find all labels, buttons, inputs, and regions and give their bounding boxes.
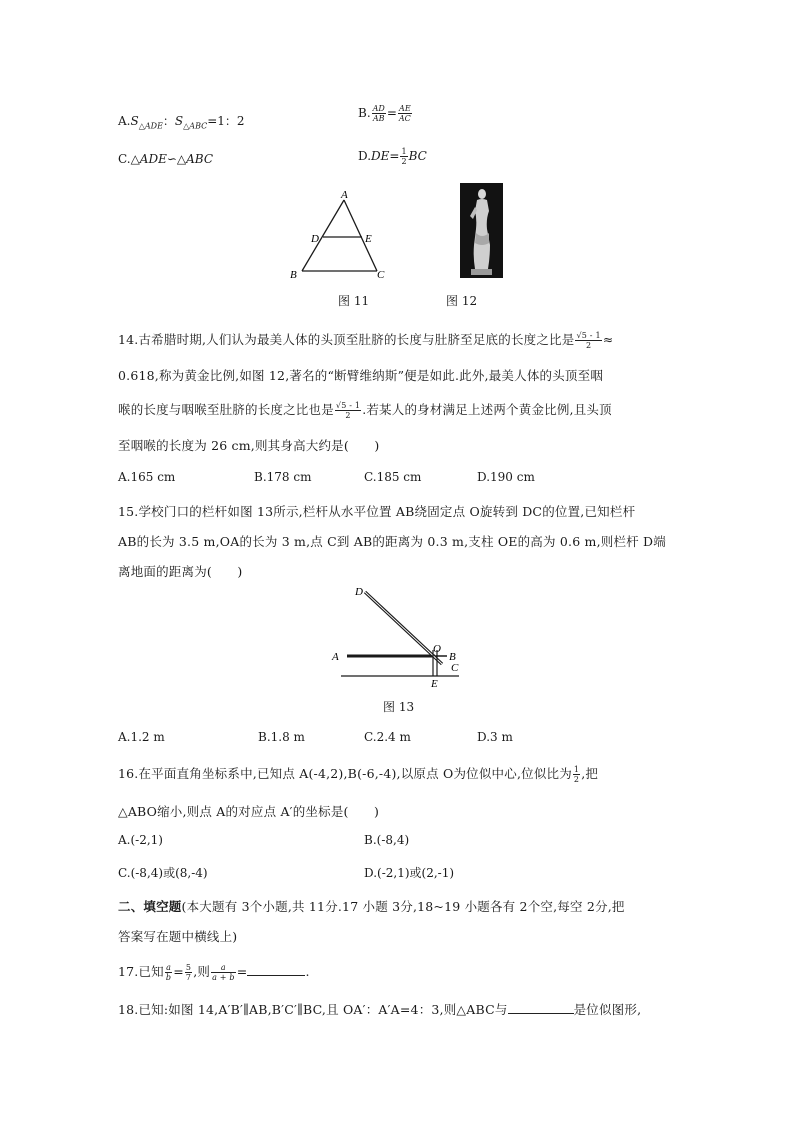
answer-blank[interactable] bbox=[247, 963, 305, 976]
label-b: B bbox=[449, 651, 456, 663]
figure-13-caption: 图 13 bbox=[383, 700, 415, 714]
figure-13-barrier bbox=[325, 584, 470, 689]
figure-11-triangle bbox=[280, 186, 400, 286]
q13-option-b: B. $\frac{AD}{AB}$ = $\frac{AE}{AC}$ bbox=[358, 104, 411, 123]
section-2-heading-line-2: 答案写在题中横线上) bbox=[118, 929, 238, 944]
label-b: B bbox=[290, 269, 297, 281]
q13-option-d: D.DE= $\frac{1}{2}$ BC bbox=[358, 147, 427, 166]
q13-option-a: $A.S_{\triangle ADE}$：$S_{\triangle ABC}=1$：2 bbox=[118, 114, 245, 131]
label-d: D bbox=[311, 233, 319, 245]
section-2-heading: 二、填空题(本大题有 3个小题,共 11分.17 小题 3分,18~19 小题各有 2个空,每空 2分,把 bbox=[118, 899, 625, 914]
q15-line-2: AB的长为 3.5 m,OA的长为 3 m,点 C到 AB的距离为 0.3 m,支柱 OE的高为 0.6 m,则栏杆 D端 bbox=[118, 534, 666, 549]
q16-option-d: D.(-2,1)或(2,-1) bbox=[364, 866, 455, 880]
side-ab bbox=[302, 200, 344, 271]
q14-line-2: 0.618,称为黄金比例,如图 12,著名的“断臂维纳斯”便是如此.此外,最美人体的头顶至咽 bbox=[118, 368, 604, 383]
label-e: E bbox=[365, 233, 372, 245]
label-a: A bbox=[332, 651, 339, 663]
q14-line-1: 14.古希腊时期,人们认为最美人体的头顶至肚脐的长度与肚脐至足底的长度之比是 $\frac{√5 - 1}{2}$ ≈ bbox=[118, 331, 614, 350]
q14-option-a: A.165 cm bbox=[118, 470, 176, 484]
q14-line-3: 喉的长度与咽喉至肚脐的长度之比也是 $\frac{√5 - 1}{2}$ .若某人的身材满足上述两个黄金比例,且头顶 bbox=[118, 401, 612, 420]
q17-line: 17.已知 $\frac{a}{b}$ = $\frac{5}{7}$ ,则 $\frac{a}{a + b}$ = . bbox=[118, 963, 310, 982]
q14-option-b: B.178 cm bbox=[254, 470, 312, 484]
label-d: D bbox=[355, 586, 363, 598]
figure-12-caption: 图 12 bbox=[446, 294, 478, 308]
q16-option-b: B.(-8,4) bbox=[364, 833, 410, 847]
q16-option-c: C.(-8,4)或(8,-4) bbox=[118, 866, 208, 880]
q13-option-c: C.△ADE∽△ABC bbox=[118, 152, 214, 166]
q15-option-b: B.1.8 m bbox=[258, 730, 305, 744]
q16-line-1: 16.在平面直角坐标系中,已知点 A(-4,2),B(-6,-4),以原点 O为位似中心,位似比为 $\frac{1}{2}$ ,把 bbox=[118, 765, 599, 784]
label-a: A bbox=[341, 189, 348, 201]
fraction: $\frac{AD}{AB}$ bbox=[372, 104, 385, 123]
q14-option-c: C.185 cm bbox=[364, 470, 422, 484]
fraction: $\frac{5}{7}$ bbox=[185, 963, 192, 982]
fraction: $\frac{1}{2}$ bbox=[401, 147, 407, 166]
q16-line-2: △ABO缩小,则点 A的对应点 A′的坐标是( ) bbox=[118, 804, 380, 819]
label-e: E bbox=[431, 678, 438, 689]
fraction: $\frac{a}{a + b}$ bbox=[212, 963, 235, 982]
side-ac bbox=[344, 200, 377, 271]
venus-statue-image bbox=[460, 183, 503, 278]
label-c: C bbox=[377, 269, 385, 281]
golden-ratio-fraction: $\frac{√5 - 1}{2}$ bbox=[335, 401, 361, 420]
label-o: O bbox=[433, 643, 441, 655]
q14-option-d: D.190 cm bbox=[477, 470, 535, 484]
label-c: C bbox=[451, 662, 459, 674]
q15-option-a: A.1.2 m bbox=[118, 730, 165, 744]
q15-line-3: 离地面的距离为( ) bbox=[118, 564, 243, 579]
q15-option-c: C.2.4 m bbox=[364, 730, 411, 744]
figure-11-caption: 图 11 bbox=[338, 294, 370, 308]
q16-option-a: A.(-2,1) bbox=[118, 833, 163, 847]
q15-line-1: 15.学校门口的栏杆如图 13所示,栏杆从水平位置 AB绕固定点 O旋转到 DC的位置,已知栏杆 bbox=[118, 504, 636, 519]
q15-option-d: D.3 m bbox=[477, 730, 513, 744]
golden-ratio-fraction: $\frac{√5 - 1}{2}$ bbox=[576, 331, 601, 350]
fraction: $\frac{a}{b}$ bbox=[165, 963, 172, 982]
fraction: $\frac{AE}{AC}$ bbox=[398, 104, 411, 123]
q14-line-4: 至咽喉的长度为 26 cm,则其身高大约是( ) bbox=[118, 438, 380, 453]
answer-blank[interactable] bbox=[508, 1001, 574, 1014]
q18-line: 18.已知:如图 14,A′B′∥AB,B′C′∥BC,且 OA′：A′A=4：3,则△ABC与 是位似图形, bbox=[118, 1002, 642, 1017]
ratio-fraction: $\frac{1}{2}$ bbox=[573, 765, 580, 784]
